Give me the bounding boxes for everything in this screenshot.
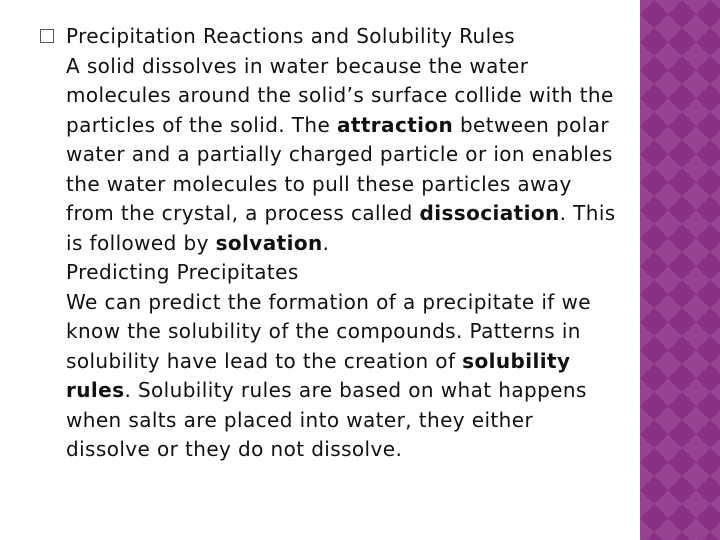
- decorative-side-panel: [640, 0, 720, 540]
- para3-text-1: We can predict the formation of a precipitate if we know the solubility of the compounds. Patterns in solubility have lead to the creation of: [66, 289, 591, 373]
- para1-text-4: .: [322, 230, 330, 255]
- para1-text-2: between polar water and a partially charged particle or ion enables the water molecules to pull these particles away from the crystal, a process called: [66, 112, 613, 225]
- subheading-predicting: Predicting Precipitates: [66, 260, 299, 284]
- term-dissociation: dissociation: [419, 201, 560, 225]
- paragraph-dissolving: [40, 52, 620, 259]
- slide-content: [40, 22, 620, 465]
- para1-text-3: . This is followed by: [66, 201, 616, 255]
- bullet-box-icon: [40, 29, 54, 43]
- slide-heading: Precipitation Reactions and Solubility Rules: [66, 24, 516, 48]
- term-solubility-rules: solubility rules: [66, 348, 571, 402]
- paragraph-predicting: [40, 288, 620, 465]
- para3-text-2: . Solubility rules are based on what happens when salts are placed into water, they either dissolve or they do not dissolve.: [66, 378, 587, 461]
- para1-text-1: A solid dissolves in water because the water molecules around the solid’s surface collide with the particles of the solid. The: [66, 53, 614, 137]
- heading-line: [40, 22, 620, 52]
- term-attraction: attraction: [336, 112, 454, 137]
- term-solvation: solvation: [215, 230, 323, 255]
